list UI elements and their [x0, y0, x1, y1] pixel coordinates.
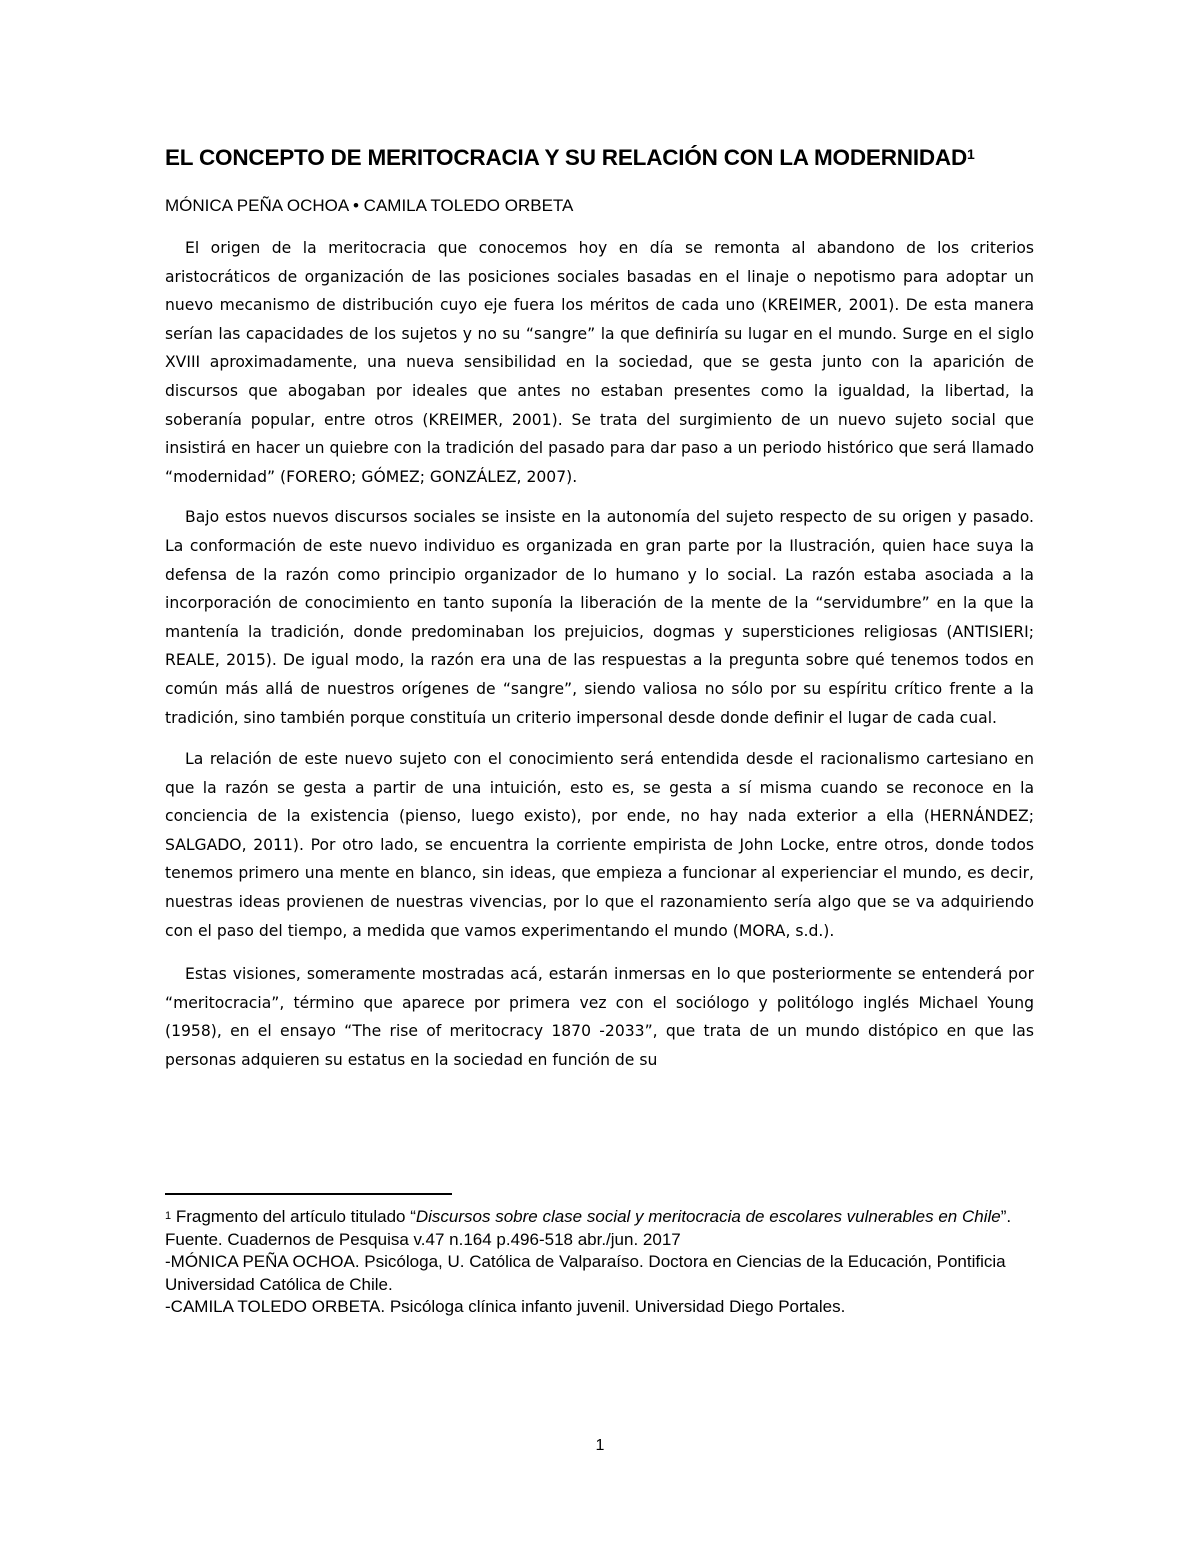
footnote-author-1: -MÓNICA PEÑA OCHOA. Psicóloga, U. Católica de Valparaíso. Doctora en Ciencias de la Educación, Pontificia Universidad Católica de Chile. — [165, 1252, 1006, 1294]
footnote-article-title: Discursos sobre clase social y meritocracia de escolares vulnerables en Chile — [415, 1207, 1001, 1226]
article-authors: MÓNICA PEÑA OCHOA • CAMILA TOLEDO ORBETA — [165, 196, 574, 215]
article-body — [165, 234, 1034, 1083]
footnote — [165, 1206, 1035, 1319]
paragraph-2: Bajo estos nuevos discursos sociales se insiste en la autonomía del sujeto respecto de su origen y pasado. La conformación de este nuevo individuo es organizada en gran parte por la Ilustración, quien hace suya la defensa de la razón como principio organizador de lo humano y lo social. La razón estaba asociada a la incorporación de conocimiento en tanto suponía la liberación de la mente de la “servidumbre” en la que la mantenía la tradición, donde predominaban los prejuicios, dogmas y supersticiones religiosas (ANTISIERI; REALE, 2015). De igual modo, la razón era una de las respuestas a la pregunta sobre qué tenemos todos en común más allá de nuestros orígenes de “sangre”, siendo valiosa no sólo por su espíritu crítico frente a la tradición, sino también porque constituía un criterio impersonal desde donde definir el lugar de cada cual. — [165, 508, 1034, 727]
paragraph-1: El origen de la meritocracia que conocemos hoy en día se remonta al abandono de los criterios aristocráticos de organización de las posiciones sociales basadas en el linaje o nepotismo para adoptar un nuevo mecanismo de distribución cuyo eje fuera los méritos de cada uno (KREIMER, 2001). De esta manera serían las capacidades de los sujetos y no su “sangre” la que definiría su lugar en el mundo. Surge en el siglo XVIII aproximadamente, una nueva sensibilidad en la sociedad, que se gesta junto con la aparición de discursos que abogaban por ideales que antes no estaban presentes como la igualdad, la libertad, la soberanía popular, entre otros (KREIMER, 2001). Se trata del surgimiento de un nuevo sujeto social que insistirá en hacer un quiebre con la tradición del pasado para dar paso a un periodo histórico que será llamado “modernidad” (FORERO; GÓMEZ; GONZÁLEZ, 2007). — [165, 239, 1034, 486]
footnote-source: ”. Fuente. Cuadernos de Pesquisa v.47 n.164 p.496-518 abr./jun. 2017 — [165, 1207, 1012, 1249]
article-title — [165, 142, 1045, 174]
paragraph-4: Estas visiones, someramente mostradas acá, estarán inmersas en lo que posteriormente se entenderá por “meritocracia”, término que aparece por primera vez con el sociólogo y politólogo inglés Michael Young (1958), en el ensayo “The rise of meritocracy 1870 -2033”, que trata de un mundo distópico en que las personas adquieren su estatus en la sociedad en función de su — [165, 965, 1034, 1070]
paragraph-3: La relación de este nuevo sujeto con el conocimiento será entendida desde el racionalismo cartesiano en que la razón se gesta a partir de una intuición, esto es, se gesta a sí misma cuando se reconoce en la conciencia de la existencia (pienso, luego existo), por ende, no hay nada exterior a ella (HERNÁNDEZ; SALGADO, 2011). Por otro lado, se encuentra la corriente empirista de John Locke, entre otros, donde todos tenemos primero una mente en blanco, sin ideas, que empieza a funcionar al experienciar el mundo, es decir, nuestras ideas provienen de nuestras vivencias, por lo que el razonamiento sería algo que se va adquiriendo con el paso del tiempo, a medida que vamos experimentando el mundo (MORA, s.d.). — [165, 750, 1034, 940]
title-footnote-marker: 1 — [967, 146, 975, 162]
article-title-text: EL CONCEPTO DE MERITOCRACIA Y SU RELACIÓN CON LA MODERNIDAD — [165, 145, 968, 170]
footnote-author-2: -CAMILA TOLEDO ORBETA. Psicóloga clínica infanto juvenil. Universidad Diego Portales. — [165, 1297, 846, 1316]
footnote-separator — [165, 1193, 452, 1195]
page-number: 1 — [595, 1437, 605, 1454]
footnote-lead: Fragmento del artículo titulado “ — [171, 1207, 416, 1226]
footnote-citation — [165, 1206, 1035, 1251]
footnote-marker: 1 — [165, 1210, 172, 1222]
